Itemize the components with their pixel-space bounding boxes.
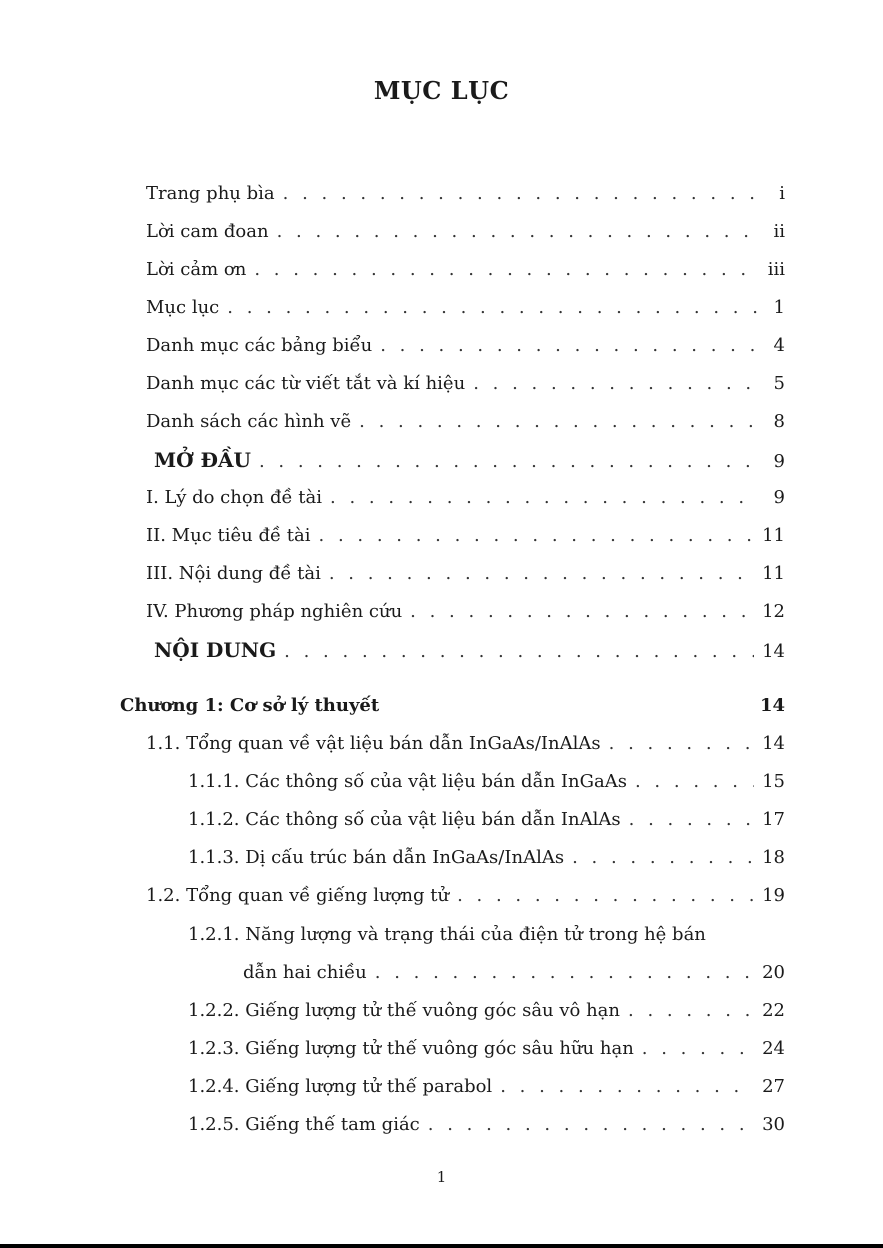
dot-leader	[629, 806, 754, 834]
toc-entry-page: ii	[773, 221, 785, 242]
toc-entry-page: 20	[762, 962, 785, 983]
toc-entry-label: 1.2. Tổng quan về giếng lượng tử	[146, 885, 450, 906]
toc-entry-label: MỞ ĐẦU	[154, 448, 251, 472]
toc-entry-page: 5	[773, 373, 785, 394]
toc-entry-page: 27	[762, 1076, 785, 1097]
toc-entry-label: 1.2.3. Giếng lượng tử thế vuông góc sâu hữu hạn	[188, 1038, 634, 1059]
toc-entry-label: Lời cảm ơn	[146, 259, 247, 280]
dot-leader	[642, 1035, 754, 1063]
toc-entry-1-2-3[interactable]	[188, 1035, 785, 1063]
toc-entry-noi-dung[interactable]	[154, 636, 785, 664]
toc-entry-label: 1.2.5. Giếng thế tam giác	[188, 1114, 420, 1135]
bottom-divider	[0, 1244, 883, 1248]
toc-entry-page: 8	[773, 411, 785, 432]
toc-entry-page: 24	[762, 1038, 785, 1059]
toc-entry-label: dẫn hai chiều	[243, 962, 367, 983]
toc-entry-page: 14	[759, 695, 785, 716]
toc-entry-label: II. Mục tiêu đề tài	[146, 525, 311, 546]
dot-leader	[410, 598, 754, 626]
dot-leader	[283, 180, 757, 208]
toc-entry-label: Trang phụ bìa	[146, 183, 275, 204]
toc-entry-page: 9	[773, 487, 785, 508]
toc-entry-1-2[interactable]	[146, 882, 785, 910]
toc-entry-label: Chương 1: Cơ sở lý thuyết	[120, 695, 380, 716]
toc-entry-loi-cam-doan[interactable]	[146, 218, 785, 246]
toc-entry-label: IV. Phương pháp nghiên cứu	[146, 601, 403, 622]
dot-leader	[457, 882, 754, 910]
toc-entry-label: Danh mục các bảng biểu	[146, 335, 373, 356]
page-number: 1	[436, 1168, 447, 1186]
toc-entry-page: 11	[762, 563, 785, 584]
toc-entry-1-1[interactable]	[146, 730, 785, 758]
toc-entry-label: NỘI DUNG	[154, 638, 277, 662]
toc-entry-muc-luc[interactable]	[146, 294, 785, 322]
toc-entry-chuong-1[interactable]	[120, 692, 785, 720]
toc-entry-loi-cam-on[interactable]	[146, 256, 785, 284]
toc-entry-page: 15	[762, 771, 785, 792]
toc-entry-mo-dau[interactable]	[154, 446, 785, 474]
toc-entry-noi-dung-de-tai[interactable]	[146, 560, 785, 588]
dot-leader	[259, 448, 757, 476]
toc-entry-ly-do[interactable]	[146, 484, 785, 512]
toc-entry-label: 1.2.4. Giếng lượng tử thế parabol	[188, 1076, 493, 1097]
toc-entry-1-2-2[interactable]	[188, 997, 785, 1025]
toc-entry-page: 9	[773, 451, 785, 472]
dot-leader	[284, 638, 754, 666]
toc-entry-page: 11	[762, 525, 785, 546]
dot-leader	[380, 332, 757, 360]
toc-entry-page: 14	[762, 733, 785, 754]
dot-leader	[572, 844, 754, 872]
toc-entry-danh-muc-bang-bieu[interactable]	[146, 332, 785, 360]
toc-entry-1-2-5[interactable]	[188, 1111, 785, 1139]
page-title: MỤC LỤC	[373, 76, 510, 105]
dot-leader	[473, 370, 757, 398]
toc-entry-label: Danh mục các từ viết tắt và kí hiệu	[146, 373, 466, 394]
toc-entry-label: 1.1.1. Các thông số của vật liệu bán dẫn InGaAs	[188, 771, 627, 792]
toc-entry-page: i	[779, 183, 785, 204]
toc-entry-page: 30	[762, 1114, 785, 1135]
dot-leader	[609, 730, 754, 758]
dot-leader	[428, 1111, 754, 1139]
dot-leader	[500, 1073, 754, 1101]
toc-entry-trang-phu-bia[interactable]	[146, 180, 785, 208]
toc-entry-1-1-2[interactable]	[188, 806, 785, 834]
toc-entry-muc-tieu[interactable]	[146, 522, 785, 550]
toc-entry-danh-muc-tu-viet-tat[interactable]	[146, 370, 785, 398]
toc-entry-page: iii	[767, 259, 785, 280]
dot-leader	[375, 959, 754, 987]
toc-entry-1-1-1[interactable]	[188, 768, 785, 796]
toc-entry-page: 18	[762, 847, 785, 868]
toc-entry-danh-sach-hinh-ve[interactable]	[146, 408, 785, 436]
dot-leader	[227, 294, 757, 322]
toc-entry-1-2-1[interactable]	[243, 959, 785, 987]
toc-entry-page: 17	[762, 809, 785, 830]
dot-leader	[359, 408, 757, 436]
dot-leader	[329, 560, 754, 588]
dot-leader	[254, 256, 757, 284]
toc-entry-label: Lời cam đoan	[146, 221, 269, 242]
toc-entry-label: Danh sách các hình vẽ	[146, 411, 352, 432]
dot-leader	[277, 218, 757, 246]
dot-leader	[628, 997, 754, 1025]
toc-entry-phuong-phap[interactable]	[146, 598, 785, 626]
toc-entry-label: 1.2.2. Giếng lượng tử thế vuông góc sâu vô hạn	[188, 1000, 621, 1021]
toc-entry-page: 12	[762, 601, 785, 622]
toc-entry-label: I. Lý do chọn đề tài	[146, 487, 323, 508]
toc-entry-page: 19	[762, 885, 785, 906]
toc-entry-label: Mục lục	[146, 297, 220, 318]
toc-entry-page: 22	[762, 1000, 785, 1021]
toc-entry-1-2-1-first-line[interactable]: 1.2.1. Năng lượng và trạng thái của điện tử trong hệ bán	[188, 924, 706, 945]
dot-leader	[635, 768, 754, 796]
toc-entry-page: 14	[762, 641, 785, 662]
toc-entry-label: 1.1. Tổng quan về vật liệu bán dẫn InGaAs/InAlAs	[146, 733, 601, 754]
toc-entry-page: 4	[773, 335, 785, 356]
toc-entry-1-2-4[interactable]	[188, 1073, 785, 1101]
dot-leader	[319, 522, 755, 550]
dot-leader	[330, 484, 757, 512]
toc-entry-label: 1.1.3. Dị cấu trúc bán dẫn InGaAs/InAlAs	[188, 847, 565, 868]
toc-entry-label: III. Nội dung đề tài	[146, 563, 321, 584]
toc-entry-page: 1	[773, 297, 785, 318]
toc-entry-1-1-3[interactable]	[188, 844, 785, 872]
toc-entry-label: 1.1.2. Các thông số của vật liệu bán dẫn InAlAs	[188, 809, 621, 830]
